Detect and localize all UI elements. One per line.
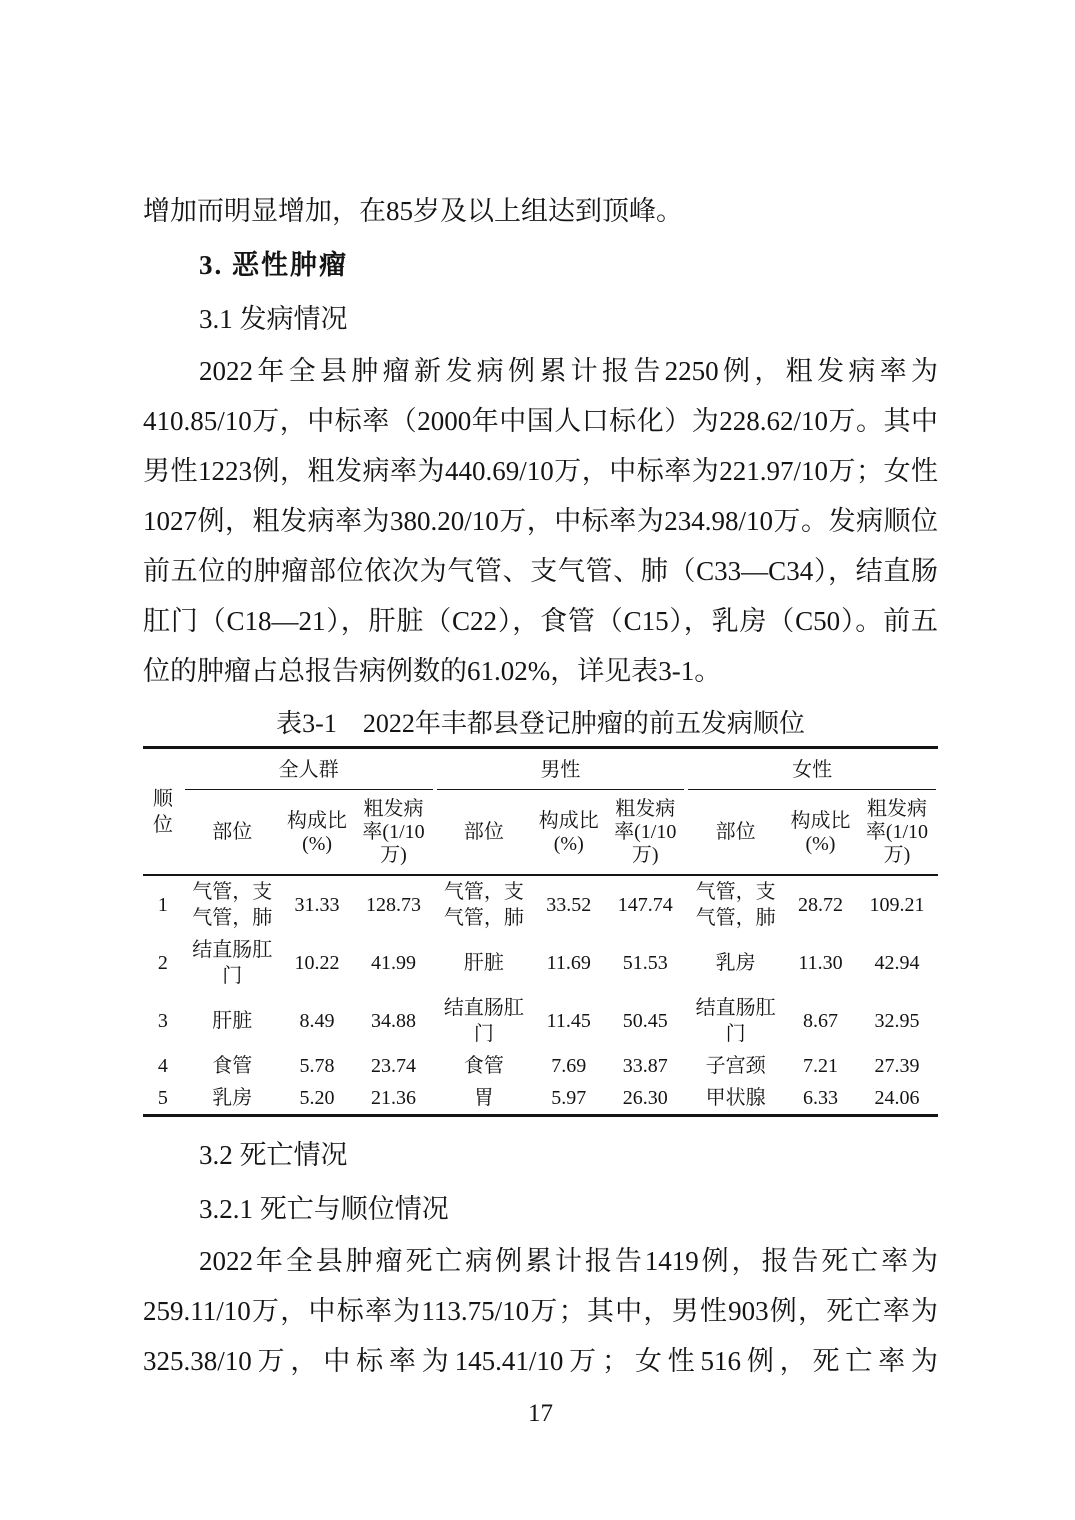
female-site-cell: 甲状腺 bbox=[705, 1087, 766, 1109]
subheader-female-rate: 粗发病率(1/10万) bbox=[856, 793, 938, 875]
heading-3-2-1: 3.2.1 死亡与顺位情况 bbox=[199, 1194, 449, 1224]
male-proportion-cell: 11.45 bbox=[546, 1010, 591, 1032]
male-rate-cell: 33.87 bbox=[622, 1055, 668, 1077]
subheader-all-proportion: 构成比(%) bbox=[282, 793, 353, 875]
all-rate-cell: 23.74 bbox=[371, 1055, 417, 1077]
all-proportion-cell: 31.33 bbox=[294, 894, 340, 916]
all-site-cell: 乳房 bbox=[212, 1087, 253, 1109]
incidence-rank-table bbox=[143, 746, 938, 1117]
female-rate-cell: 109.21 bbox=[869, 894, 925, 916]
paragraph-mortality: 2022年全县肿瘤死亡病例累计报告1419例，报告死亡率为259.11/10万，中标率为113.75/10万；其中，男性903例，死亡率为325.38/10万，中标率为145.41/10万；女性516例，死亡率为 bbox=[143, 1246, 938, 1376]
female-rate-cell: 27.39 bbox=[874, 1055, 920, 1077]
subheader-male-rate: 粗发病率(1/10万) bbox=[604, 793, 686, 875]
female-proportion-cell: 7.21 bbox=[802, 1055, 838, 1077]
female-rate-cell: 42.94 bbox=[874, 952, 920, 974]
male-site-cell: 肝脏 bbox=[463, 952, 504, 974]
male-proportion-cell: 11.69 bbox=[546, 952, 591, 974]
all-rate-cell: 21.36 bbox=[371, 1087, 417, 1109]
rank-cell: 4 bbox=[157, 1055, 168, 1077]
male-site-cell: 食管 bbox=[463, 1055, 504, 1077]
all-proportion-cell: 5.78 bbox=[299, 1055, 335, 1077]
female-proportion-cell: 28.72 bbox=[797, 894, 843, 916]
subheader-female-site: 部位 bbox=[686, 793, 785, 875]
female-proportion-cell: 6.33 bbox=[802, 1087, 838, 1109]
heading-3-2: 3.2 死亡情况 bbox=[199, 1140, 348, 1170]
rank-cell: 3 bbox=[157, 1010, 168, 1032]
all-rate-cell: 34.88 bbox=[371, 1010, 417, 1032]
table-header-rank: 顺位 bbox=[143, 748, 183, 876]
female-site-cell: 气管，支气管，肺 bbox=[695, 881, 776, 929]
paragraph-continuation: 增加而明显增加，在85岁及以上组达到顶峰。 bbox=[143, 196, 683, 226]
table-subheader-row bbox=[143, 793, 938, 875]
table-group-all-label: 全人群 bbox=[185, 752, 433, 790]
table-row bbox=[143, 875, 938, 934]
heading-3-1: 3.1 发病情况 bbox=[199, 304, 348, 334]
male-rate-cell: 51.53 bbox=[622, 952, 668, 974]
female-rate-cell: 24.06 bbox=[874, 1087, 920, 1109]
rank-cell: 1 bbox=[157, 894, 168, 916]
male-rate-cell: 147.74 bbox=[617, 894, 673, 916]
table-group-male bbox=[435, 748, 687, 794]
male-proportion-cell: 5.97 bbox=[551, 1087, 587, 1109]
male-proportion-cell: 7.69 bbox=[551, 1055, 587, 1077]
female-site-cell: 乳房 bbox=[715, 952, 756, 974]
table-row bbox=[143, 1082, 938, 1116]
female-rate-cell: 32.95 bbox=[874, 1010, 920, 1032]
subheader-all-rate: 粗发病率(1/10万) bbox=[353, 793, 435, 875]
female-site-cell: 子宫颈 bbox=[705, 1055, 766, 1077]
all-site-cell: 气管，支气管，肺 bbox=[192, 881, 273, 929]
page-number: 17 bbox=[528, 1400, 553, 1427]
female-site-cell: 结直肠肛门 bbox=[695, 997, 776, 1045]
male-proportion-cell: 33.52 bbox=[546, 894, 592, 916]
male-rate-cell: 50.45 bbox=[622, 1010, 668, 1032]
rank-cell: 5 bbox=[157, 1087, 168, 1109]
table-group-female-label: 女性 bbox=[688, 752, 936, 790]
paragraph-incidence: 2022年全县肿瘤新发病例累计报告2250例，粗发病率为410.85/10万，中标率（2000年中国人口标化）为228.62/10万。其中男性1223例，粗发病率为440.69/10万，中标率为221.97/10万；女性1027例，粗发病率为380.20/10万，中标率为234.98/10万。发病顺位前五位的肿瘤部位依次为气管、支气管、肺（C33—C34），结直肠肛门（C18—21），肝脏（C22），食管（C15），乳房（C50）。前五位的肿瘤占总报告病例数的61.02%，详见表3-1。 bbox=[143, 356, 938, 686]
subheader-male-site: 部位 bbox=[435, 793, 534, 875]
table-row bbox=[143, 934, 938, 992]
table-row bbox=[143, 992, 938, 1050]
female-proportion-cell: 8.67 bbox=[802, 1010, 838, 1032]
male-rate-cell: 26.30 bbox=[622, 1087, 668, 1109]
female-proportion-cell: 11.30 bbox=[798, 952, 843, 974]
subheader-male-proportion: 构成比(%) bbox=[533, 793, 604, 875]
table-group-header-row bbox=[143, 748, 938, 794]
all-site-cell: 肝脏 bbox=[212, 1010, 253, 1032]
male-site-cell: 胃 bbox=[473, 1087, 494, 1109]
all-rate-cell: 41.99 bbox=[371, 952, 417, 974]
all-site-cell: 结直肠肛门 bbox=[192, 939, 273, 987]
table-group-male-label: 男性 bbox=[437, 752, 685, 790]
table-group-female bbox=[686, 748, 938, 794]
all-site-cell: 食管 bbox=[212, 1055, 253, 1077]
male-site-cell: 结直肠肛门 bbox=[443, 997, 524, 1045]
subheader-female-proportion: 构成比(%) bbox=[785, 793, 856, 875]
table-row bbox=[143, 1050, 938, 1082]
table-group-all bbox=[183, 748, 435, 794]
heading-section-3: 3. 恶性肿瘤 bbox=[199, 250, 348, 280]
rank-cell: 2 bbox=[157, 952, 168, 974]
all-proportion-cell: 10.22 bbox=[294, 952, 340, 974]
all-proportion-cell: 5.20 bbox=[299, 1087, 335, 1109]
subheader-all-site: 部位 bbox=[183, 793, 282, 875]
table-title: 表3-1 2022年丰都县登记肿瘤的前五发病顺位 bbox=[276, 709, 805, 738]
all-rate-cell: 128.73 bbox=[366, 894, 422, 916]
all-proportion-cell: 8.49 bbox=[299, 1010, 335, 1032]
male-site-cell: 气管，支气管，肺 bbox=[443, 881, 524, 929]
